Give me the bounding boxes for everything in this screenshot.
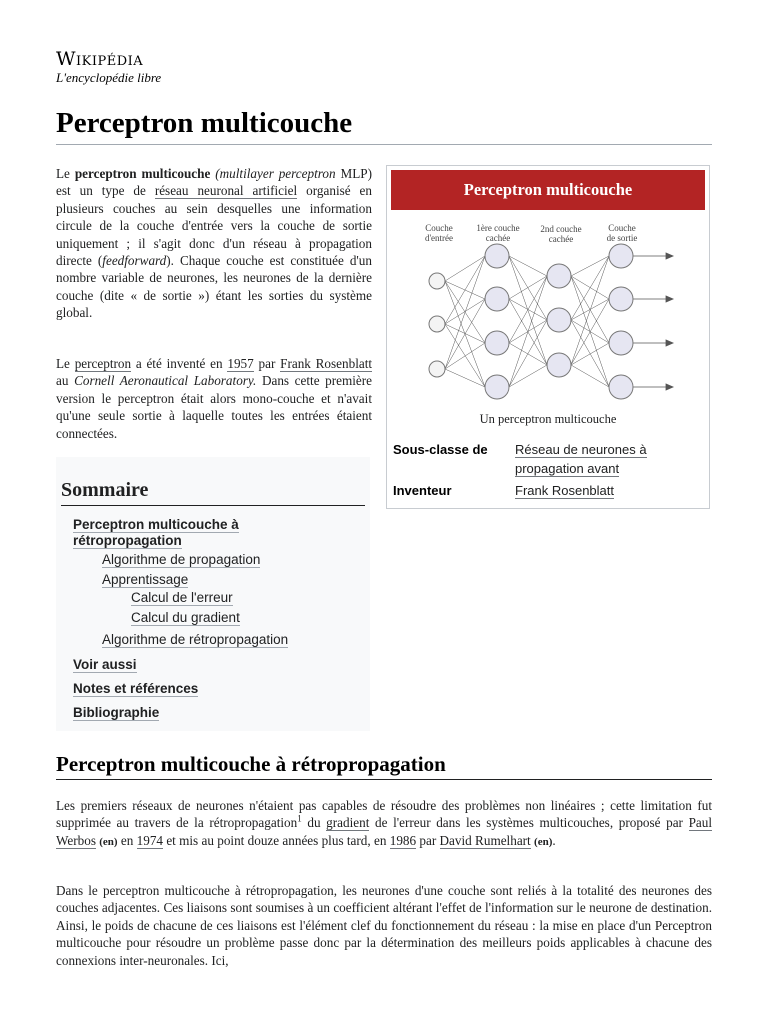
hidden-neuron <box>547 308 571 332</box>
section-paragraph-2: Dans le perceptron multicouche à rétropropagation, les neurones d'une couche sont reliés à la totalité des neurones des couches adjacentes. Ces liaisons sont soumises à un coefficient altérant l'effet de l'information sur le neurone de destination. Ainsi, le poids de chacune de ces liaisons est l'élément clef du fonctionnement du réseau : la mise en place d'un Perceptron multicouche pour résoudre un problème passe donc par la détermination des meilleurs poids applicables à chacune des connexions inter-neuronales. Ici, <box>56 883 712 968</box>
intro-paragraph-2: Le perceptron a été inventé en 1957 par Frank Rosenblatt au Cornell Aeronautical Laboratory. Dans cette première version le perceptron était alors mono-couche et n'avait qu'une seule sortie à laquelle toutes les entrées étaient connectées. <box>56 356 373 441</box>
connection-edge <box>571 320 609 387</box>
toc-item[interactable]: Apprentissage <box>102 572 189 587</box>
toc-item[interactable]: Calcul du gradient <box>131 610 240 625</box>
label-hidden2-2: cachée <box>548 234 574 244</box>
section-heading: Perceptron multicouche à rétropropagation <box>56 750 712 780</box>
link-reseau-neuronal[interactable]: réseau neuronal artificiel <box>154 183 298 199</box>
connection-edge <box>509 276 547 343</box>
label-hidden1-1: 1ère couche <box>476 223 520 233</box>
connection-edge <box>445 256 485 281</box>
connection-edge <box>571 343 609 365</box>
intro-paragraph-1: Le perceptron multicouche (multilayer perceptron MLP) est un type de réseau neuronal artificiel organisé en plusieurs couches au sein desquelles une information circule de la couche d'entrée vers la couche de sortie uniquement ; il s'agit donc d'un réseau à propagation directe (feedforward). Chaque couche est constituée d'un nombre variable de neurones, les neurones de la dernière couche (dite « de sortie ») étant les sorties du système global. <box>56 166 373 321</box>
lang-en-link[interactable]: (en) <box>99 835 118 848</box>
mlp-diagram[interactable] <box>421 219 677 407</box>
toc-item[interactable]: Voir aussi <box>73 657 137 672</box>
infobox-key: Sous-classe de <box>393 442 488 457</box>
link-1957[interactable]: 1957 <box>227 356 254 371</box>
input-neuron <box>429 361 445 377</box>
hidden-neuron <box>547 264 571 288</box>
link-paul-werbos[interactable]: Paul Werbos <box>56 815 713 848</box>
link-1986[interactable]: 1986 <box>389 832 417 848</box>
lang-en-link[interactable]: (en) <box>534 835 553 848</box>
hidden-neuron <box>485 287 509 311</box>
toc-item[interactable]: Algorithme de rétropropagation <box>102 632 289 647</box>
label-output-1: Couche <box>608 223 636 233</box>
output-arrow-head <box>666 253 673 259</box>
connection-edge <box>509 365 547 387</box>
connection-edge <box>571 276 609 299</box>
label-output-2: de sortie <box>606 233 638 243</box>
output-neuron <box>609 287 633 311</box>
connection-edge <box>509 320 547 387</box>
infobox <box>386 165 710 509</box>
hidden-neuron <box>485 375 509 399</box>
connection-edge <box>571 365 609 387</box>
output-arrow-head <box>666 340 673 346</box>
connection-edge <box>445 343 485 369</box>
infobox-key: Inventeur <box>393 483 452 498</box>
link-1974[interactable]: 1974 <box>136 832 164 848</box>
infobox-value[interactable]: Frank Rosenblatt <box>515 483 614 498</box>
connection-edge <box>571 299 609 320</box>
connection-edge <box>571 299 609 365</box>
infobox-value[interactable]: Réseau de neurones à propagation avant <box>515 442 647 476</box>
connection-edge <box>509 276 547 299</box>
wikipedia-logo[interactable] <box>56 48 161 85</box>
connection-edge <box>445 256 485 369</box>
infobox-caption: Un perceptron multicouche <box>479 412 617 426</box>
link-david-rumelhart[interactable]: David Rumelhart <box>439 832 531 848</box>
input-neuron <box>429 316 445 332</box>
hidden-neuron <box>485 331 509 355</box>
output-neuron <box>609 375 633 399</box>
input-neuron <box>429 273 445 289</box>
output-arrow-head <box>666 296 673 302</box>
link-gradient[interactable]: gradient <box>326 815 370 831</box>
connection-edge <box>445 299 485 324</box>
output-neuron <box>609 331 633 355</box>
toc-item[interactable]: Perceptron multicouche à rétropropagation <box>73 517 239 548</box>
label-hidden1-2: cachée <box>485 233 511 243</box>
toc-item[interactable]: Bibliographie <box>73 705 160 720</box>
label-hidden2-1: 2nd couche <box>540 224 582 234</box>
hidden-neuron <box>547 353 571 377</box>
label-input-layer-1: Couche <box>425 223 453 233</box>
toc-item[interactable]: Notes et références <box>73 681 199 696</box>
infobox-header: Perceptron multicouche <box>391 170 705 210</box>
logo-tagline: L'encyclopédie libre <box>56 70 162 85</box>
article-term: perceptron multicouche <box>74 166 211 181</box>
hidden-neuron <box>485 244 509 268</box>
output-neuron <box>609 244 633 268</box>
label-input-layer-2: d'entrée <box>424 233 454 243</box>
link-frank-rosenblatt[interactable]: Frank Rosenblatt <box>280 356 373 371</box>
link-perceptron[interactable]: perceptron <box>74 356 132 371</box>
footnote-ref[interactable]: 1 <box>297 814 302 825</box>
toc-item[interactable]: Algorithme de propagation <box>102 552 261 567</box>
table-of-contents <box>56 457 370 731</box>
logo-wordmark: Wikipédia <box>56 48 144 70</box>
output-arrow-head <box>666 384 673 390</box>
toc-item[interactable]: Calcul de l'erreur <box>131 590 233 605</box>
toc-title: Sommaire <box>61 479 365 506</box>
page-title: Perceptron multicouche <box>56 104 712 145</box>
section-paragraph-1: Les premiers réseaux de neurones n'étaient pas capables de résoudre des problèmes non linéaires ; cette limitation fut supprimée au travers de la rétropropagation$^1$ du gradient de l'erreur dans les systèmes multicouches, proposé par Paul Werbos (en) en 1974 et mis au point douze années plus tard, en 1986 par David Rumelhart (en). <box>56 798 713 848</box>
connection-edge <box>509 276 547 387</box>
